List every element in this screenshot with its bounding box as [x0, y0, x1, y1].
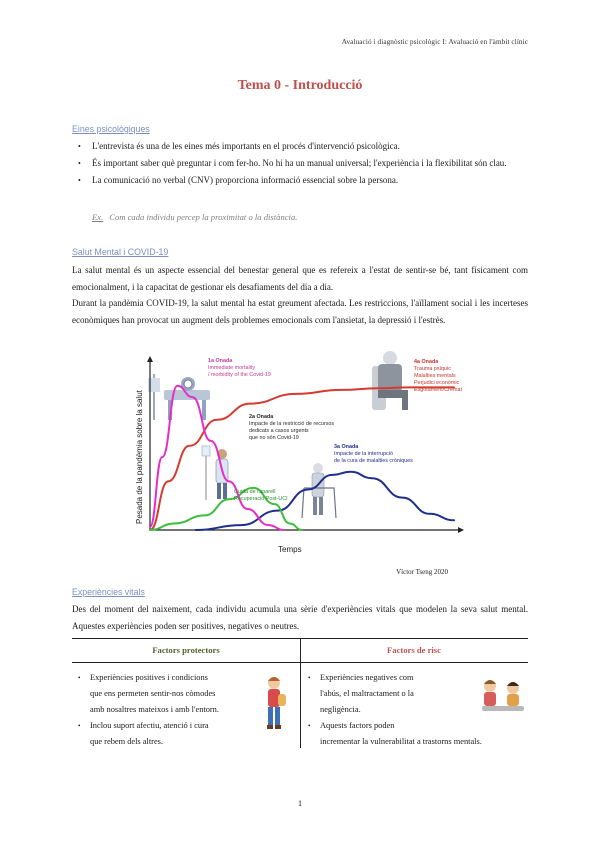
section-heading-experiencies: Experiències vitals — [72, 587, 145, 597]
eines-bullet-list — [78, 138, 538, 189]
section-heading-salut-mental: Salut Mental i COVID-19 — [72, 247, 169, 257]
list-item — [76, 670, 264, 718]
list-item-line: negligència. — [320, 705, 361, 714]
list-item-line: que rebem dels altres. — [90, 737, 164, 746]
protective-factors-heading: Factors protectors — [152, 645, 220, 655]
y-axis-arrow — [147, 356, 153, 362]
child-illustration — [262, 674, 288, 736]
example-note — [92, 212, 297, 222]
page-number: 1 — [297, 798, 303, 808]
page-title: Tema 0 - Introducció — [237, 78, 363, 93]
risk-factors-heading: Factors de risc — [387, 645, 441, 655]
annotation-wave1-line: / morbidity of the Covid-19 — [208, 372, 271, 378]
example-abbr: Ex. — [92, 212, 104, 222]
annotation-wave1-title: 1a Onada — [208, 358, 233, 364]
family-conflict-illustration — [480, 678, 526, 714]
chart-y-label: Pesada de la pandèmia sobre la salut — [135, 390, 144, 524]
annotation-cuidatge-line: Cuida de l'aparell — [234, 489, 276, 495]
list-item: • La comunicació no verbal (CNV) proporciona informació essencial sobre la persona. — [78, 172, 538, 189]
annotation-wave4-line: Esgotament/Cremat — [414, 387, 462, 393]
list-item-line: que ens permeten sentir-nos còmodes — [90, 689, 216, 698]
annotation-wave4-line: Trauma psíquic — [414, 366, 451, 372]
salut-paragraph-2: Durant la pandèmia COVID-19, la salut mental ha estat greument afectada. Les restriccions, l'aïllament social i les incerteses econòmiques han provocat un augment dels problemes emocionals com l'ansietat, la depressió i l'estrès. — [72, 298, 528, 325]
annotation-cuidatge-line: Recuperació Post-UCI — [234, 496, 288, 502]
factors-table — [72, 638, 528, 748]
annotation-wave2-line: que no són Covid-19 — [249, 435, 299, 441]
annotation-wave3-title: 3a Onada — [334, 444, 359, 450]
list-item: • És important saber què preguntar i com fer-ho. No hi ha un manual universal; l'experiència i la flexibilitat són clau. — [78, 155, 538, 172]
annotation-wave4-line: Perjudici econòmic — [414, 380, 460, 386]
list-item-line: • Inclou suport afectiu, atenció i cura — [90, 721, 209, 730]
pandemic-waves-chart — [128, 350, 468, 566]
annotation-wave3-line: de la cura de malalties cròniques — [334, 458, 413, 464]
list-item-line: • Experiències positives i condicions — [90, 673, 208, 682]
protective-factors-list — [76, 670, 264, 750]
annotation-wave2-line: Impacte de la restricció de recursos — [249, 421, 335, 427]
list-item-line: l'abús, el maltractament o la — [320, 689, 414, 698]
annotation-wave4-title: 4a Onada — [414, 359, 439, 365]
figure-credit: Víctor Tseng 2020 — [396, 568, 448, 576]
chart-x-label: Temps — [278, 545, 302, 554]
list-item-line: amb nosaltres mateixos i amb l'entorn. — [90, 705, 219, 714]
seated-person-illustration — [372, 351, 408, 410]
example-text: Com cada individu percep la proximitat o la distància. — [109, 212, 298, 222]
list-item — [306, 718, 526, 750]
running-header: Avaluació i diagnòstic psicològic I: Avaluació en l'àmbit clínic — [341, 38, 528, 46]
x-axis-arrow — [458, 527, 464, 533]
annotation-wave1-line: Immediate mortality — [208, 365, 256, 371]
list-item-line: • Experiències negatives com — [320, 673, 414, 682]
list-item: • L'entrevista és una de les eines més importants en el procés d'intervenció psicològica. — [78, 138, 538, 155]
list-item-line: incrementar la vulnerabilitat a trastorns mentals. — [320, 737, 482, 746]
experiencies-paragraph: Des del moment del naixement, cada individu acumula una sèrie d'experiències vitals que modelen la seva salut mental. Aquestes experiències poden ser positives, negatives o neutres. — [72, 604, 528, 631]
annotation-wave4-line: Malalties mentals — [414, 373, 456, 379]
annotation-wave3-line: Impacte de la interrupció — [334, 451, 394, 457]
section-heading-eines: Eines psicològiques — [72, 124, 150, 134]
list-item — [76, 718, 264, 750]
annotation-wave2-line: dedicats a casos urgents — [249, 428, 309, 434]
salut-paragraph-1: La salut mental és un aspecte essencial del benestar general que es refereix a l'estat de sentir-se bé, tant físicament com emocionalment, i la capacitat de gestionar els desafiaments del dia a dia. — [72, 265, 528, 292]
list-item-line: • Aquests factors poden — [320, 721, 395, 730]
annotation-wave2-title: 2a Onada — [249, 414, 274, 420]
